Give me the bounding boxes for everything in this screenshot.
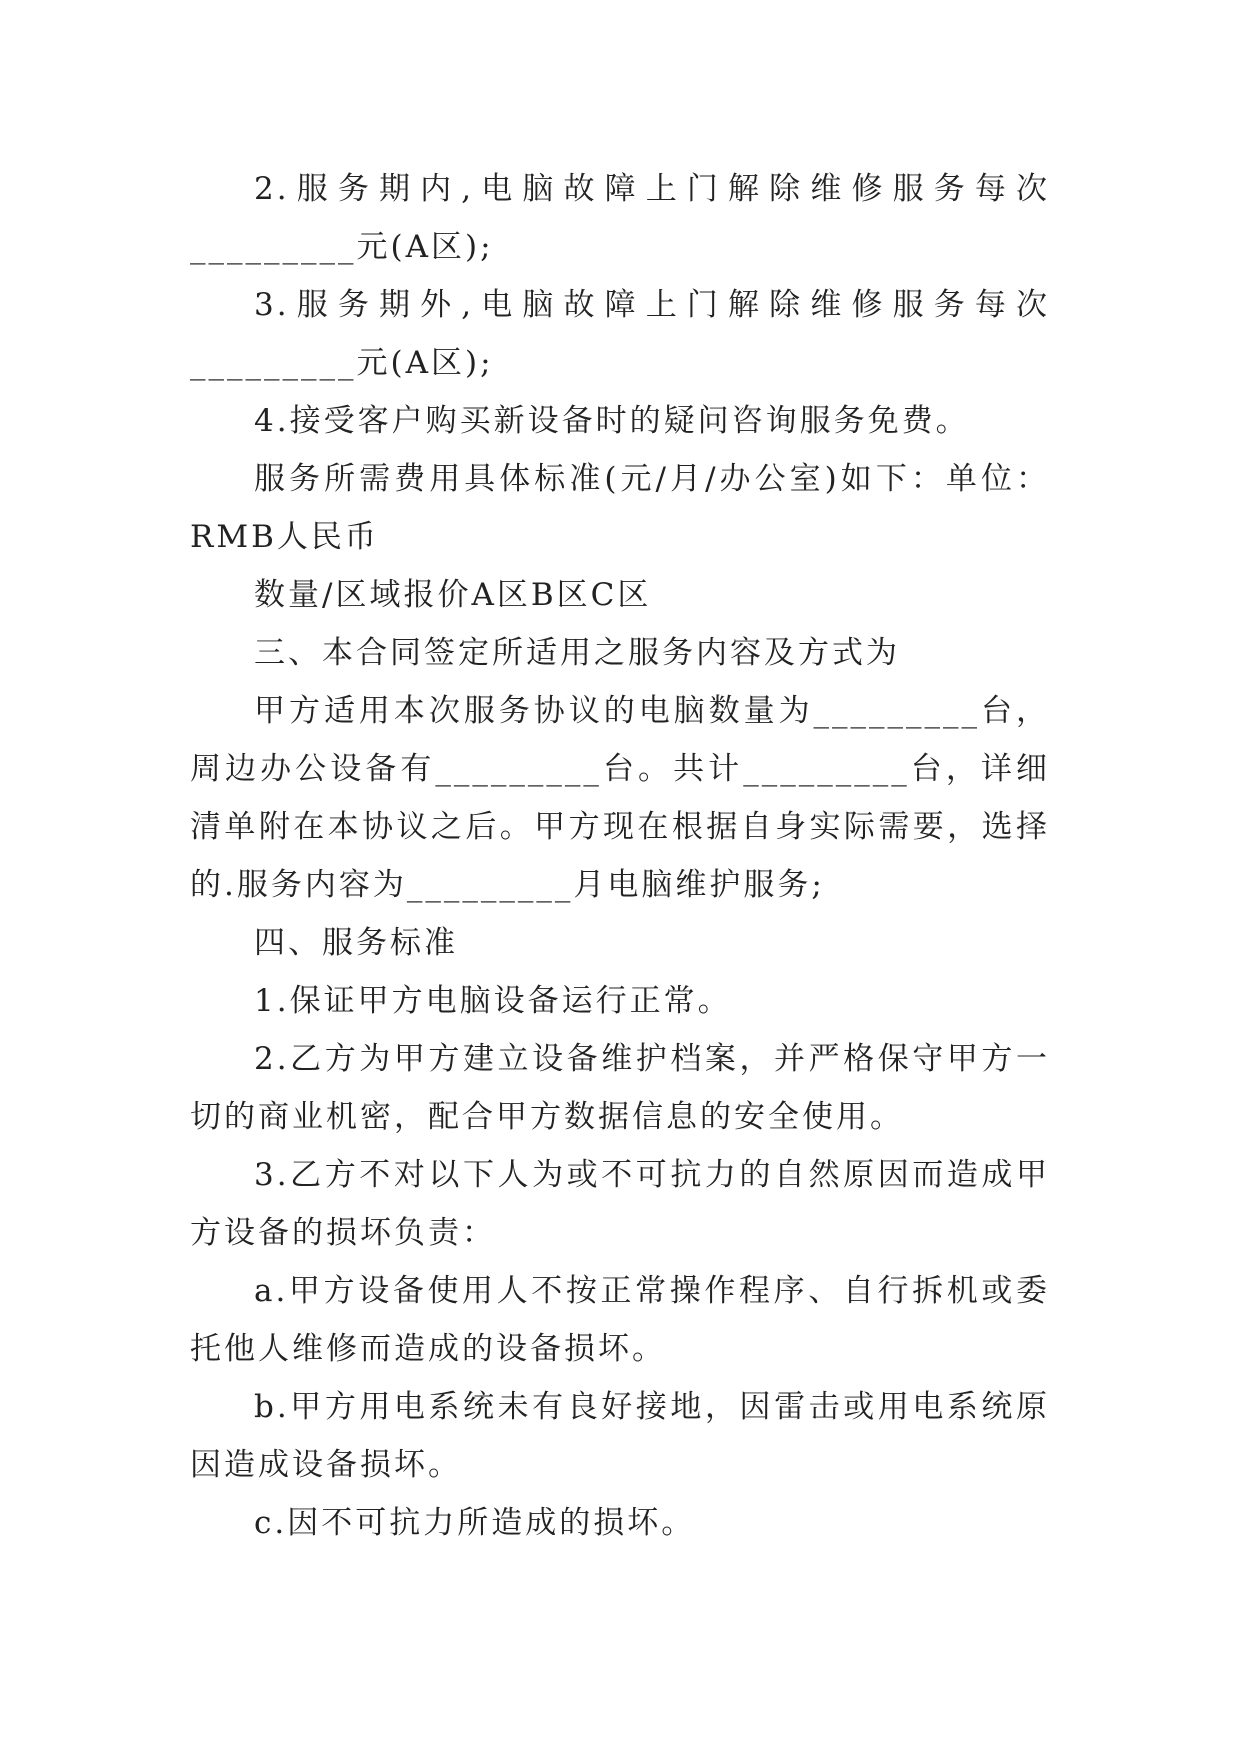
paragraph-quantity-region: 数量/区域报价A区B区C区: [254, 577, 652, 613]
section-heading-four: 四、服务标准: [254, 925, 458, 961]
paragraph-computer-count: 甲方适用本次服务协议的电脑数量为_________台，周边办公设备有_________台。共计_________台，详细清单附在本协议之后。甲方现在根据自身实际需要，选择的.服务内容为_________月电脑维护服务;: [190, 693, 1050, 903]
paragraph-item-c: c.因不可抗力所造成的损坏。: [254, 1505, 696, 1541]
paragraph-standard-3: 3.乙方不对以下人为或不可抗力的自然原因而造成甲方设备的损坏负责：: [190, 1157, 1050, 1251]
section-heading-three: 三、本合同签定所适用之服务内容及方式为: [254, 635, 900, 671]
document-body: [190, 160, 1050, 1552]
paragraph-item-a: a.甲方设备使用人不按正常操作程序、自行拆机或委托他人维修而造成的设备损坏。: [190, 1273, 1050, 1367]
paragraph-fee-standard: 服务所需费用具体标准(元/月/办公室)如下：单位：RMB人民币: [190, 461, 1050, 555]
paragraph-item-b: b.甲方用电系统未有良好接地，因雷击或用电系统原因造成设备损坏。: [190, 1389, 1050, 1483]
paragraph-consulting-free: 4.接受客户购买新设备时的疑问咨询服务免费。: [254, 403, 970, 439]
paragraph-standard-2: 2.乙方为甲方建立设备维护档案，并严格保守甲方一切的商业机密，配合甲方数据信息的安全使用。: [190, 1041, 1050, 1135]
paragraph-standard-1: 1.保证甲方电脑设备运行正常。: [254, 983, 732, 1019]
paragraph-service-out-period: 3.服务期外,电脑故障上门解除维修服务每次_________元(A区);: [190, 287, 1050, 381]
paragraph-service-in-period: 2.服务期内,电脑故障上门解除维修服务每次_________元(A区);: [190, 171, 1050, 265]
